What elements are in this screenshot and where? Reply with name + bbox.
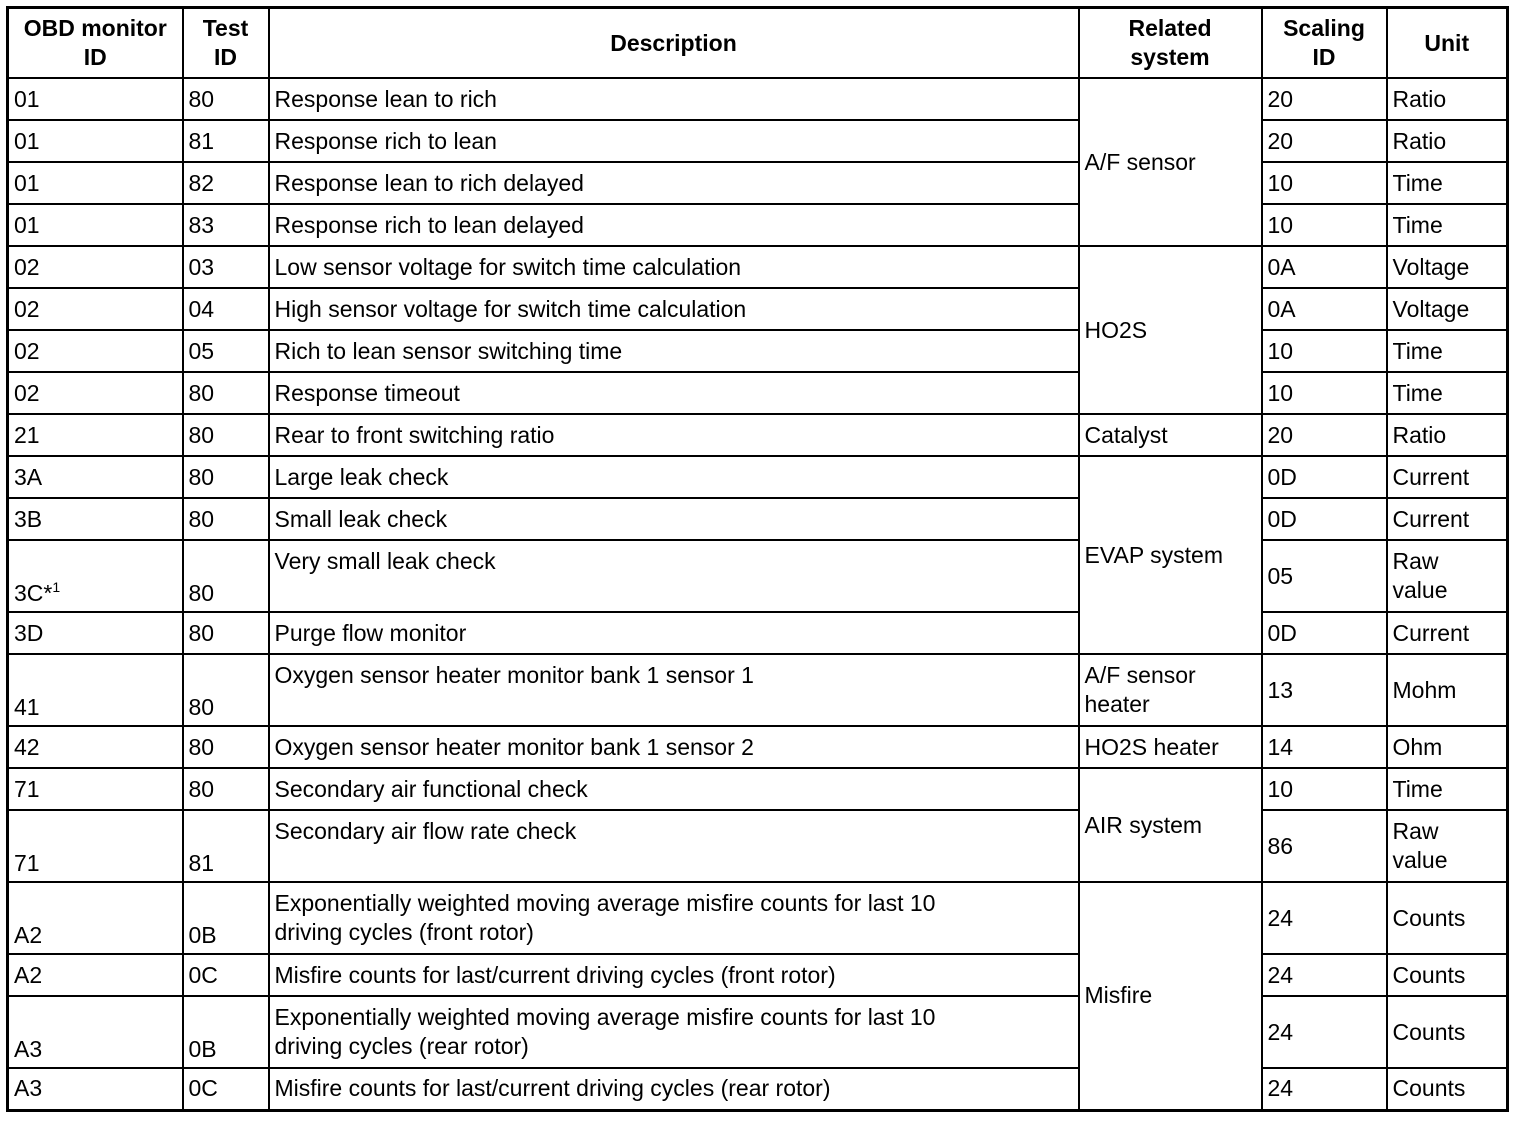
cell-test-id: 04 [183, 288, 269, 330]
cell-related-system: Misfire [1079, 882, 1262, 1110]
cell-unit: Counts [1387, 954, 1508, 996]
cell-scaling-id: 10 [1262, 330, 1387, 372]
cell-obd-id: 71 [8, 810, 183, 882]
cell-unit: Raw value [1387, 810, 1508, 882]
table-row [8, 456, 1508, 498]
cell-test-id: 81 [183, 120, 269, 162]
cell-description: Misfire counts for last/current driving cycles (rear rotor) [269, 1068, 1079, 1110]
cell-description: Oxygen sensor heater monitor bank 1 sensor 1 [269, 654, 1079, 726]
cell-scaling-id: 24 [1262, 954, 1387, 996]
cell-obd-id: 3A [8, 456, 183, 498]
cell-description: Rear to front switching ratio [269, 414, 1079, 456]
table-row [8, 288, 1508, 330]
cell-related-system: HO2S [1079, 246, 1262, 414]
cell-scaling-id: 24 [1262, 882, 1387, 954]
footnote-marker: 1 [52, 579, 61, 595]
cell-description: Misfire counts for last/current driving cycles (front rotor) [269, 954, 1079, 996]
cell-unit: Current [1387, 456, 1508, 498]
cell-scaling-id: 0D [1262, 456, 1387, 498]
cell-description: Response rich to lean [269, 120, 1079, 162]
cell-description: Secondary air functional check [269, 768, 1079, 810]
header-scaling-id: Scaling ID [1262, 8, 1387, 79]
cell-unit: Time [1387, 330, 1508, 372]
cell-scaling-id: 05 [1262, 540, 1387, 612]
cell-obd-id: 02 [8, 288, 183, 330]
header-description: Description [269, 8, 1079, 79]
cell-unit: Time [1387, 204, 1508, 246]
table-row [8, 726, 1508, 768]
cell-related-system: AIR system [1079, 768, 1262, 882]
cell-scaling-id: 20 [1262, 120, 1387, 162]
cell-scaling-id: 0A [1262, 288, 1387, 330]
table-row [8, 162, 1508, 204]
cell-description: Purge flow monitor [269, 612, 1079, 654]
cell-test-id: 03 [183, 246, 269, 288]
cell-obd-id: 01 [8, 162, 183, 204]
cell-description: Exponentially weighted moving average misfire counts for last 10 driving cycles (rear rotor) [269, 996, 1079, 1068]
header-test-id: Test ID [183, 8, 269, 79]
cell-obd-id: 01 [8, 204, 183, 246]
cell-obd-id [8, 540, 183, 612]
cell-obd-id: A2 [8, 882, 183, 954]
table-row [8, 330, 1508, 372]
cell-unit: Counts [1387, 1068, 1508, 1110]
cell-description: Response lean to rich delayed [269, 162, 1079, 204]
cell-test-id: 83 [183, 204, 269, 246]
cell-obd-id: 21 [8, 414, 183, 456]
table-row [8, 882, 1508, 954]
cell-scaling-id: 24 [1262, 1068, 1387, 1110]
cell-obd-id: 3D [8, 612, 183, 654]
table-row [8, 498, 1508, 540]
cell-description: Response rich to lean delayed [269, 204, 1079, 246]
table-row [8, 1068, 1508, 1110]
cell-description: Low sensor voltage for switch time calculation [269, 246, 1079, 288]
cell-obd-id: A3 [8, 1068, 183, 1110]
cell-description: Oxygen sensor heater monitor bank 1 sensor 2 [269, 726, 1079, 768]
cell-scaling-id: 24 [1262, 996, 1387, 1068]
cell-test-id: 81 [183, 810, 269, 882]
cell-description: Response timeout [269, 372, 1079, 414]
cell-related-system: A/F sensor [1079, 78, 1262, 246]
cell-test-id: 80 [183, 768, 269, 810]
cell-scaling-id: 10 [1262, 768, 1387, 810]
cell-scaling-id: 0A [1262, 246, 1387, 288]
cell-unit: Ratio [1387, 78, 1508, 120]
cell-related-system: Catalyst [1079, 414, 1262, 456]
cell-unit: Ohm [1387, 726, 1508, 768]
table-row [8, 78, 1508, 120]
obd-id-text: 3C* [14, 580, 53, 606]
table-row [8, 120, 1508, 162]
cell-unit: Ratio [1387, 414, 1508, 456]
cell-obd-id: 71 [8, 768, 183, 810]
header-row [8, 8, 1508, 79]
cell-test-id: 80 [183, 78, 269, 120]
cell-description: Large leak check [269, 456, 1079, 498]
cell-test-id: 0C [183, 1068, 269, 1110]
table-row [8, 540, 1508, 612]
cell-description: Response lean to rich [269, 78, 1079, 120]
cell-test-id: 80 [183, 372, 269, 414]
header-related-system: Related system [1079, 8, 1262, 79]
table-row [8, 810, 1508, 882]
cell-test-id: 80 [183, 414, 269, 456]
cell-scaling-id: 10 [1262, 204, 1387, 246]
cell-obd-id: A2 [8, 954, 183, 996]
cell-scaling-id: 13 [1262, 654, 1387, 726]
cell-scaling-id: 20 [1262, 78, 1387, 120]
cell-test-id: 80 [183, 540, 269, 612]
cell-unit: Counts [1387, 882, 1508, 954]
cell-scaling-id: 86 [1262, 810, 1387, 882]
cell-test-id: 0B [183, 996, 269, 1068]
cell-description: High sensor voltage for switch time calculation [269, 288, 1079, 330]
cell-obd-id: 42 [8, 726, 183, 768]
table-body [8, 78, 1508, 1110]
cell-obd-id: 02 [8, 246, 183, 288]
cell-related-system: EVAP system [1079, 456, 1262, 654]
cell-description: Small leak check [269, 498, 1079, 540]
table-row [8, 372, 1508, 414]
cell-obd-id: 01 [8, 120, 183, 162]
cell-test-id: 80 [183, 726, 269, 768]
cell-unit: Current [1387, 612, 1508, 654]
table-row [8, 246, 1508, 288]
cell-description: Secondary air flow rate check [269, 810, 1079, 882]
table-row [8, 204, 1508, 246]
header-unit: Unit [1387, 8, 1508, 79]
cell-unit: Current [1387, 498, 1508, 540]
cell-related-system: HO2S heater [1079, 726, 1262, 768]
cell-unit: Time [1387, 372, 1508, 414]
cell-obd-id: 02 [8, 372, 183, 414]
cell-unit: Voltage [1387, 288, 1508, 330]
cell-test-id: 80 [183, 498, 269, 540]
table-header [8, 8, 1508, 79]
cell-unit: Ratio [1387, 120, 1508, 162]
cell-scaling-id: 10 [1262, 372, 1387, 414]
cell-unit: Raw value [1387, 540, 1508, 612]
cell-scaling-id: 0D [1262, 498, 1387, 540]
cell-unit: Mohm [1387, 654, 1508, 726]
cell-obd-id: 02 [8, 330, 183, 372]
cell-test-id: 0C [183, 954, 269, 996]
cell-test-id: 80 [183, 612, 269, 654]
cell-test-id: 80 [183, 654, 269, 726]
cell-unit: Time [1387, 768, 1508, 810]
cell-test-id: 0B [183, 882, 269, 954]
cell-description: Exponentially weighted moving average misfire counts for last 10 driving cycles (front rotor) [269, 882, 1079, 954]
table-row [8, 768, 1508, 810]
cell-description: Very small leak check [269, 540, 1079, 612]
table-row [8, 954, 1508, 996]
cell-obd-id: 41 [8, 654, 183, 726]
cell-scaling-id: 0D [1262, 612, 1387, 654]
cell-obd-id: 01 [8, 78, 183, 120]
table-row [8, 996, 1508, 1068]
obd-monitor-table [6, 6, 1509, 1112]
cell-test-id: 05 [183, 330, 269, 372]
cell-related-system: A/F sensor heater [1079, 654, 1262, 726]
cell-description: Rich to lean sensor switching time [269, 330, 1079, 372]
table-row [8, 414, 1508, 456]
cell-obd-id: 3B [8, 498, 183, 540]
cell-unit: Voltage [1387, 246, 1508, 288]
cell-scaling-id: 14 [1262, 726, 1387, 768]
cell-test-id: 80 [183, 456, 269, 498]
header-obd-monitor-id: OBD monitor ID [8, 8, 183, 79]
table-row [8, 654, 1508, 726]
cell-unit: Counts [1387, 996, 1508, 1068]
table-row [8, 612, 1508, 654]
cell-test-id: 82 [183, 162, 269, 204]
cell-scaling-id: 20 [1262, 414, 1387, 456]
cell-scaling-id: 10 [1262, 162, 1387, 204]
cell-obd-id: A3 [8, 996, 183, 1068]
cell-unit: Time [1387, 162, 1508, 204]
